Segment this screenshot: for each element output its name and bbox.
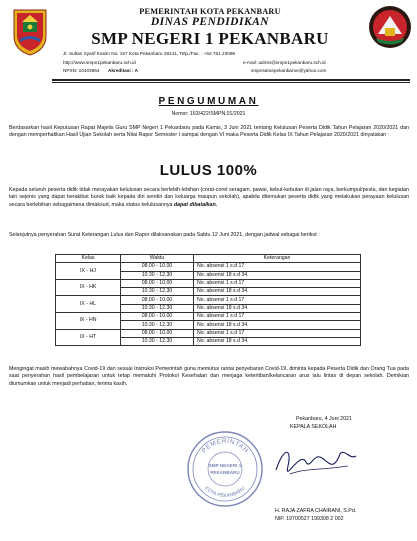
stamp-top-text: PEMERINTAH [200,437,250,455]
table-row [56,263,361,271]
header-keterangan: Keterangan [194,255,361,263]
note-cell: No. absensi 18 s.d 34 [194,288,361,296]
class-cell: IX - HT [56,329,121,346]
signatory-nip: NIP. 19700527 199308 2 002 [275,516,344,522]
header-waktu: Waktu [121,255,194,263]
covid-paragraph: Mengingat masih mewabahnya Covid-19 dan sesuai Instruksi Pemerintah guna memutus rantai penyebaran Covid-19, diminta kepada Peserta Didik dan Orang Tua pada saat penyerahan hasil pembelajaran untuk tetap mematuhi Protokol Kesehatan dan menjaga ketertiban/kelancaran arus lalu lintas di depan sekolah. Demikian diumumkan untuk menjadi perhatian, terima kasih. [9,366,409,387]
conduct-paragraph [9,187,409,209]
time-cell: 08.00 - 10.00 [121,263,194,271]
table-header-row [56,255,361,263]
document-title: PENGUMUMAN [158,96,259,107]
government-name: PEMERINTAH KOTA PEKANBARU [139,7,281,16]
school-website[interactable]: http://www.smpn1pekanbaru.sch.id [63,60,136,65]
document-number: Nomor: 163/422/SMPN.01/2021 [171,111,246,117]
stamp-city-text: PEKANBARU [210,470,240,475]
note-cell: No. absensi 1 s.d 17 [194,279,361,287]
signature-position: KEPALA SEKOLAH [290,424,337,430]
letterhead-divider-thin [52,82,410,83]
time-cell: 10.30 - 12.30 [121,337,194,345]
decision-paragraph: Berdasarkan hasil Keputusan Rapat Majelis Guru SMP Negeri 1 Pekanbaru pada Kamis, 3 Juni 2021 tentang Kelulusan Peserta Didik Tahun Pelajaran 2020/2021 dan dengan memperhatikan Hasil Ujian Sekolah serta Nilai Rapor Semester I sampai dengan VI maka Peserta Didik Kelas IX Tahun Pelajaran 2020/2021 dinyatakan : [9,125,409,139]
class-cell: IX - HN [56,313,121,330]
time-cell: 08.00 - 10.00 [121,279,194,287]
school-email[interactable]: e-mail: admin@smpn1pekanbaru.sch.id [243,60,326,65]
time-cell: 08.00 - 10.00 [121,313,194,321]
note-cell: No. absensi 18 s.d 34 [194,337,361,345]
handwritten-signature [270,440,360,482]
time-cell: 08.00 - 10.00 [121,329,194,337]
note-cell: No. absensi 1 s.d 17 [194,313,361,321]
note-cell: No. absensi 18 s.d 34 [194,271,361,279]
table-row [56,279,361,287]
class-cell: IX - HL [56,296,121,313]
stamp-middle-text: SMP NEGERI 1 [208,463,242,468]
graduation-result: LULUS 100% [159,162,258,179]
stamp-bottom-text: KOTA PEKANBARU [203,485,247,500]
school-logo [368,4,412,50]
table-row [56,313,361,321]
npsn-number: NPSN: 10403964 [63,68,100,73]
signature-place-date: Pekanbaru, 4 Juni 2021 [296,416,352,422]
table-row [56,296,361,304]
header-kelas: Kelas [56,255,121,263]
note-cell: No. absensi 1 s.d 17 [194,296,361,304]
school-email-alt[interactable]: smpnsatoepekanbaroe@yahoo.com [251,68,327,73]
time-cell: 10.30 - 12.30 [121,271,194,279]
signatory-name: H. RAJA ZAFRA CHAIRANI, S.Pd. [275,508,357,514]
time-cell: 10.30 - 12.30 [121,304,194,312]
class-cell: IX - HJ [56,263,121,280]
class-cell: IX - HK [56,279,121,296]
pekanbaru-city-logo [10,6,50,56]
time-cell: 10.30 - 12.30 [121,288,194,296]
accreditation: Akreditasi : A [108,68,139,73]
time-cell: 08.00 - 10.00 [121,296,194,304]
schedule-intro: Selanjutnya penyerahan Surat Keterangan Lulus dan Rapor dilaksanakan pada Sabtu 12 Juni 2021, dengan jadwal sebagai berikut : [9,232,320,238]
table-row [56,329,361,337]
school-address: Jl. Sultan Syarif Kasim No. 157 Kota Pekanbaru 28141, Telp./Fax. : +62 761 23098 [63,51,236,56]
letterhead-divider-thick [52,79,410,81]
note-cell: No. absensi 18 s.d 34 [194,304,361,312]
conduct-warning: dapat dibatalkan. [173,201,218,208]
note-cell: No. absensi 1 s.d 17 [194,329,361,337]
note-cell: No. absensi 1 s.d 17 [194,263,361,271]
department-name: DINAS PENDIDIKAN [150,16,270,28]
schedule-table [55,254,361,346]
note-cell: No. absensi 18 s.d 34 [194,321,361,329]
time-cell: 10.30 - 12.30 [121,321,194,329]
conduct-text: Kepada seluruh peserta didik tidak merayakan kelulusan secara berlebih-lebihan (corat-coret seragam, pawai, kebut-kebutan di jalan raya, berkumpul/pesta, dan kegiatan lain sejenis yang dapat berakibat buruk baik kepada diri sendiri dan keluarga maupun sekolah), apabila ditemukan peserta didik yang melakukan perayaan kelulusan secara berlebihan sebagaimana dimaksud, maka status kelulusannya [9,187,409,208]
official-stamp [185,429,265,509]
school-name: SMP NEGERI 1 PEKANBARU [91,29,329,48]
